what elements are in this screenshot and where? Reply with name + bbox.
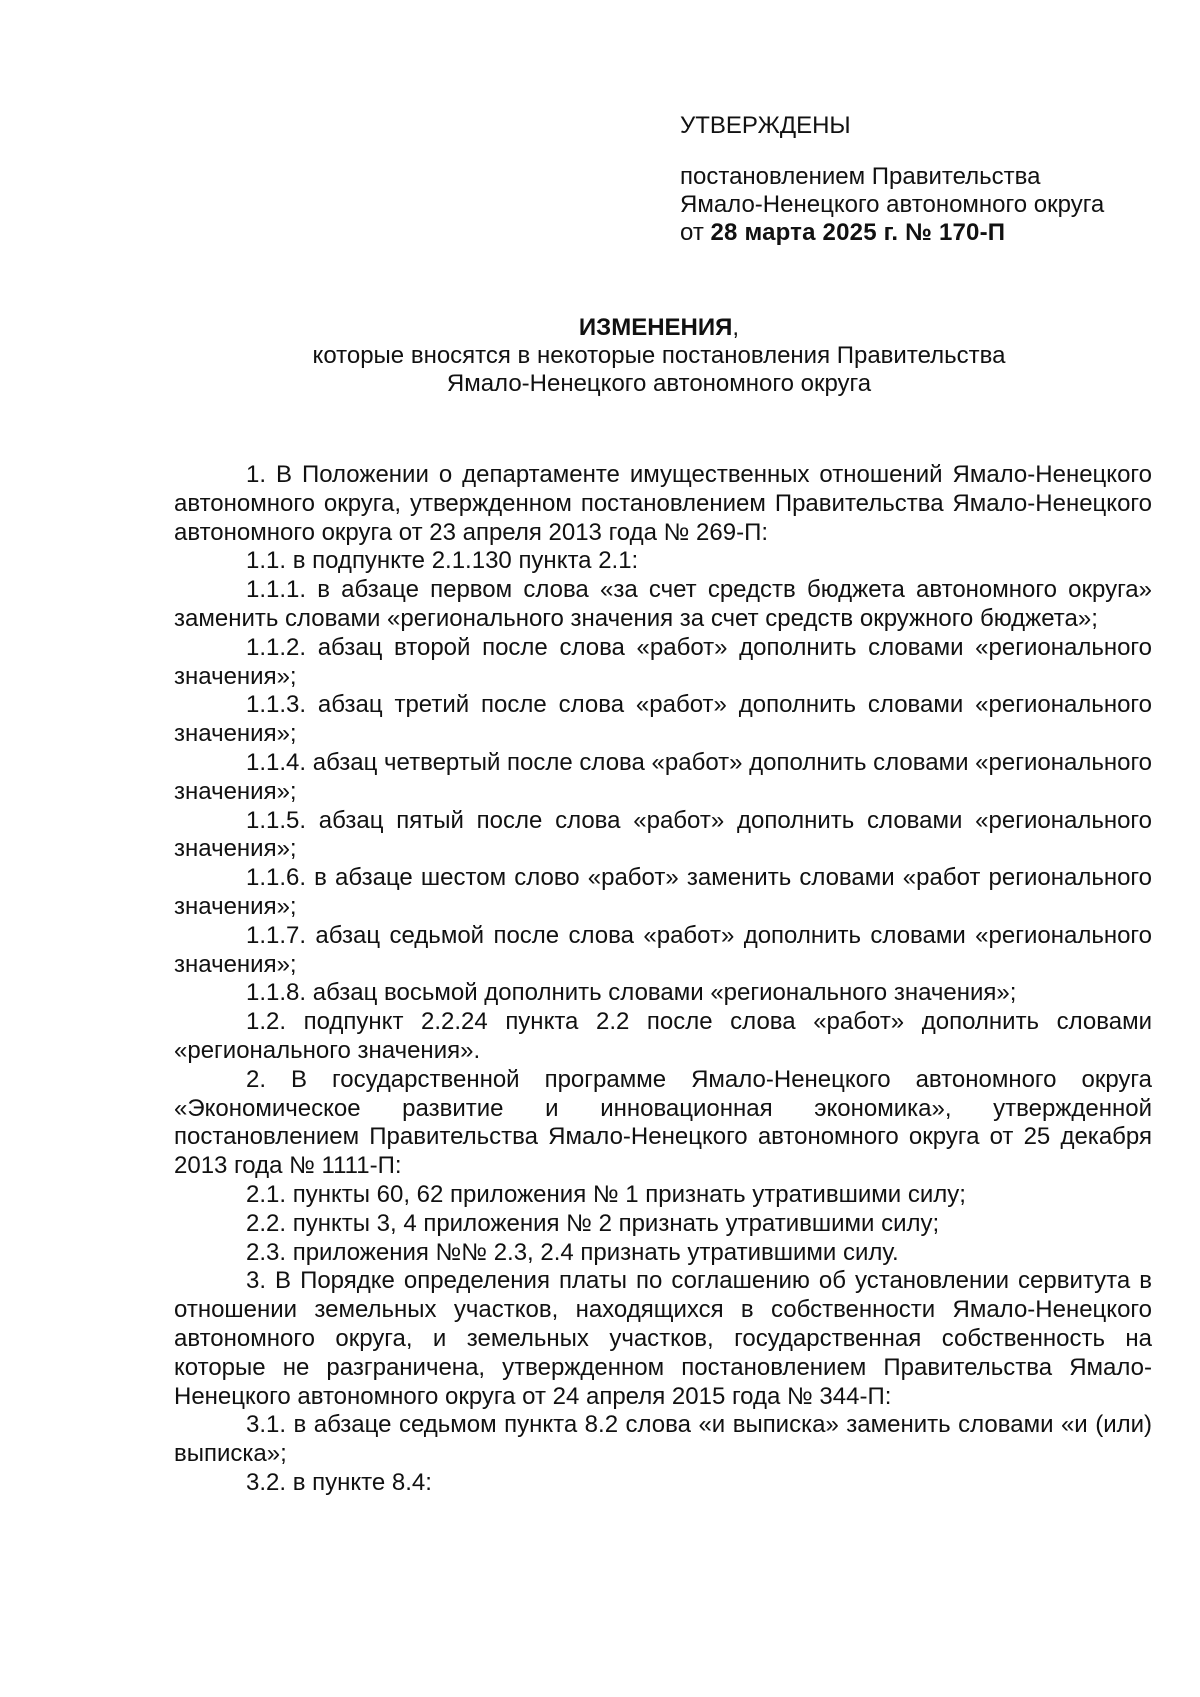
paragraph: 2.1. пункты 60, 62 приложения № 1 признать утратившими силу; <box>246 1180 966 1208</box>
paragraph: 1.1.5. абзац пятый после слова «работ» дополнить словами «регионального значения»; <box>174 806 1152 863</box>
document-body <box>174 461 1152 1498</box>
paragraph: 1.2. подпункт 2.2.24 пункта 2.2 после слова «работ» дополнить словами «регионального значения». <box>174 1008 1152 1064</box>
paragraph: 2.2. пункты 3, 4 приложения № 2 признать утратившими силу; <box>246 1209 940 1237</box>
heading-title-line <box>0 314 1200 342</box>
approval-date-number: 28 марта 2025 г. № 170-П <box>710 219 1006 246</box>
paragraph: 1.1.2. абзац второй после слова «работ» дополнить словами «регионального значения»; <box>174 633 1152 690</box>
paragraph: 1.1.3. абзац третий после слова «работ» дополнить словами «регионального значения»; <box>174 691 1152 748</box>
paragraph: 1.1.6. в абзаце шестом слово «работ» заменить словами «работ регионального значения»; <box>174 864 1152 920</box>
paragraph: 2.3. приложения №№ 2.3, 2.4 признать утратившими силу. <box>246 1238 899 1266</box>
paragraph: 3. В Порядке определения платы по соглашению об установлении сервитута в отношении земельных участков, находящихся в собственности Ямало-Ненецкого автономного округа, и земельных участков, государственная собственность на которые не разграничена, утвержденном постановлением Правительства Ямало-Ненецкого автономного округа от 24 апреля 2015 года № 344-П: <box>174 1267 1152 1410</box>
heading-title-suffix: , <box>732 314 740 341</box>
paragraph: 1. В Положении о департаменте имущественных отношений Ямало-Ненецкого автономного округа, утвержденном постановлением Правительства Ямало-Ненецкого автономного округа от 23 апреля 2013 года № 269-П: <box>174 461 1152 546</box>
document-heading <box>0 314 1200 398</box>
paragraph: 1.1.1. в абзаце первом слова «за счет средств бюджета автономного округа» заменить словами «регионального значения за счет средств окружного бюджета»; <box>174 576 1152 632</box>
heading-line-1: которые вносятся в некоторые постановления Правительства <box>312 342 1006 369</box>
approval-stamp: УТВЕРЖДЕНЫ <box>680 112 851 139</box>
approval-date-prefix: от <box>680 219 704 246</box>
heading-title: ИЗМЕНЕНИЯ <box>578 314 733 341</box>
heading-line-2: Ямало-Ненецкого автономного округа <box>446 370 872 397</box>
approval-date-line <box>680 219 1160 247</box>
approval-line-1: постановлением Правительства <box>680 163 1041 190</box>
paragraph: 2. В государственной программе Ямало-Ненецкого автономного округа «Экономическое развитие и инновационная экономика», утвержденной постановлением Правительства Ямало-Ненецкого автономного округа от 25 декабря 2013 года № 1111-П: <box>174 1065 1152 1180</box>
approval-block <box>680 112 1160 247</box>
paragraph: 3.2. в пункте 8.4: <box>246 1468 432 1496</box>
paragraph: 1.1.7. абзац седьмой после слова «работ» дополнить словами «регионального значения»; <box>174 921 1152 978</box>
paragraph: 1.1.4. абзац четвертый после слова «работ» дополнить словами «регионального значения»; <box>174 748 1153 805</box>
paragraph: 1.1. в подпункте 2.1.130 пункта 2.1: <box>246 547 639 575</box>
paragraph: 1.1.8. абзац восьмой дополнить словами «регионального значения»; <box>246 979 1017 1007</box>
approval-line-2: Ямало-Ненецкого автономного округа <box>680 191 1105 218</box>
paragraph: 3.1. в абзаце седьмом пункта 8.2 слова «и выписка» заменить словами «и (или) выписка»; <box>174 1411 1152 1468</box>
